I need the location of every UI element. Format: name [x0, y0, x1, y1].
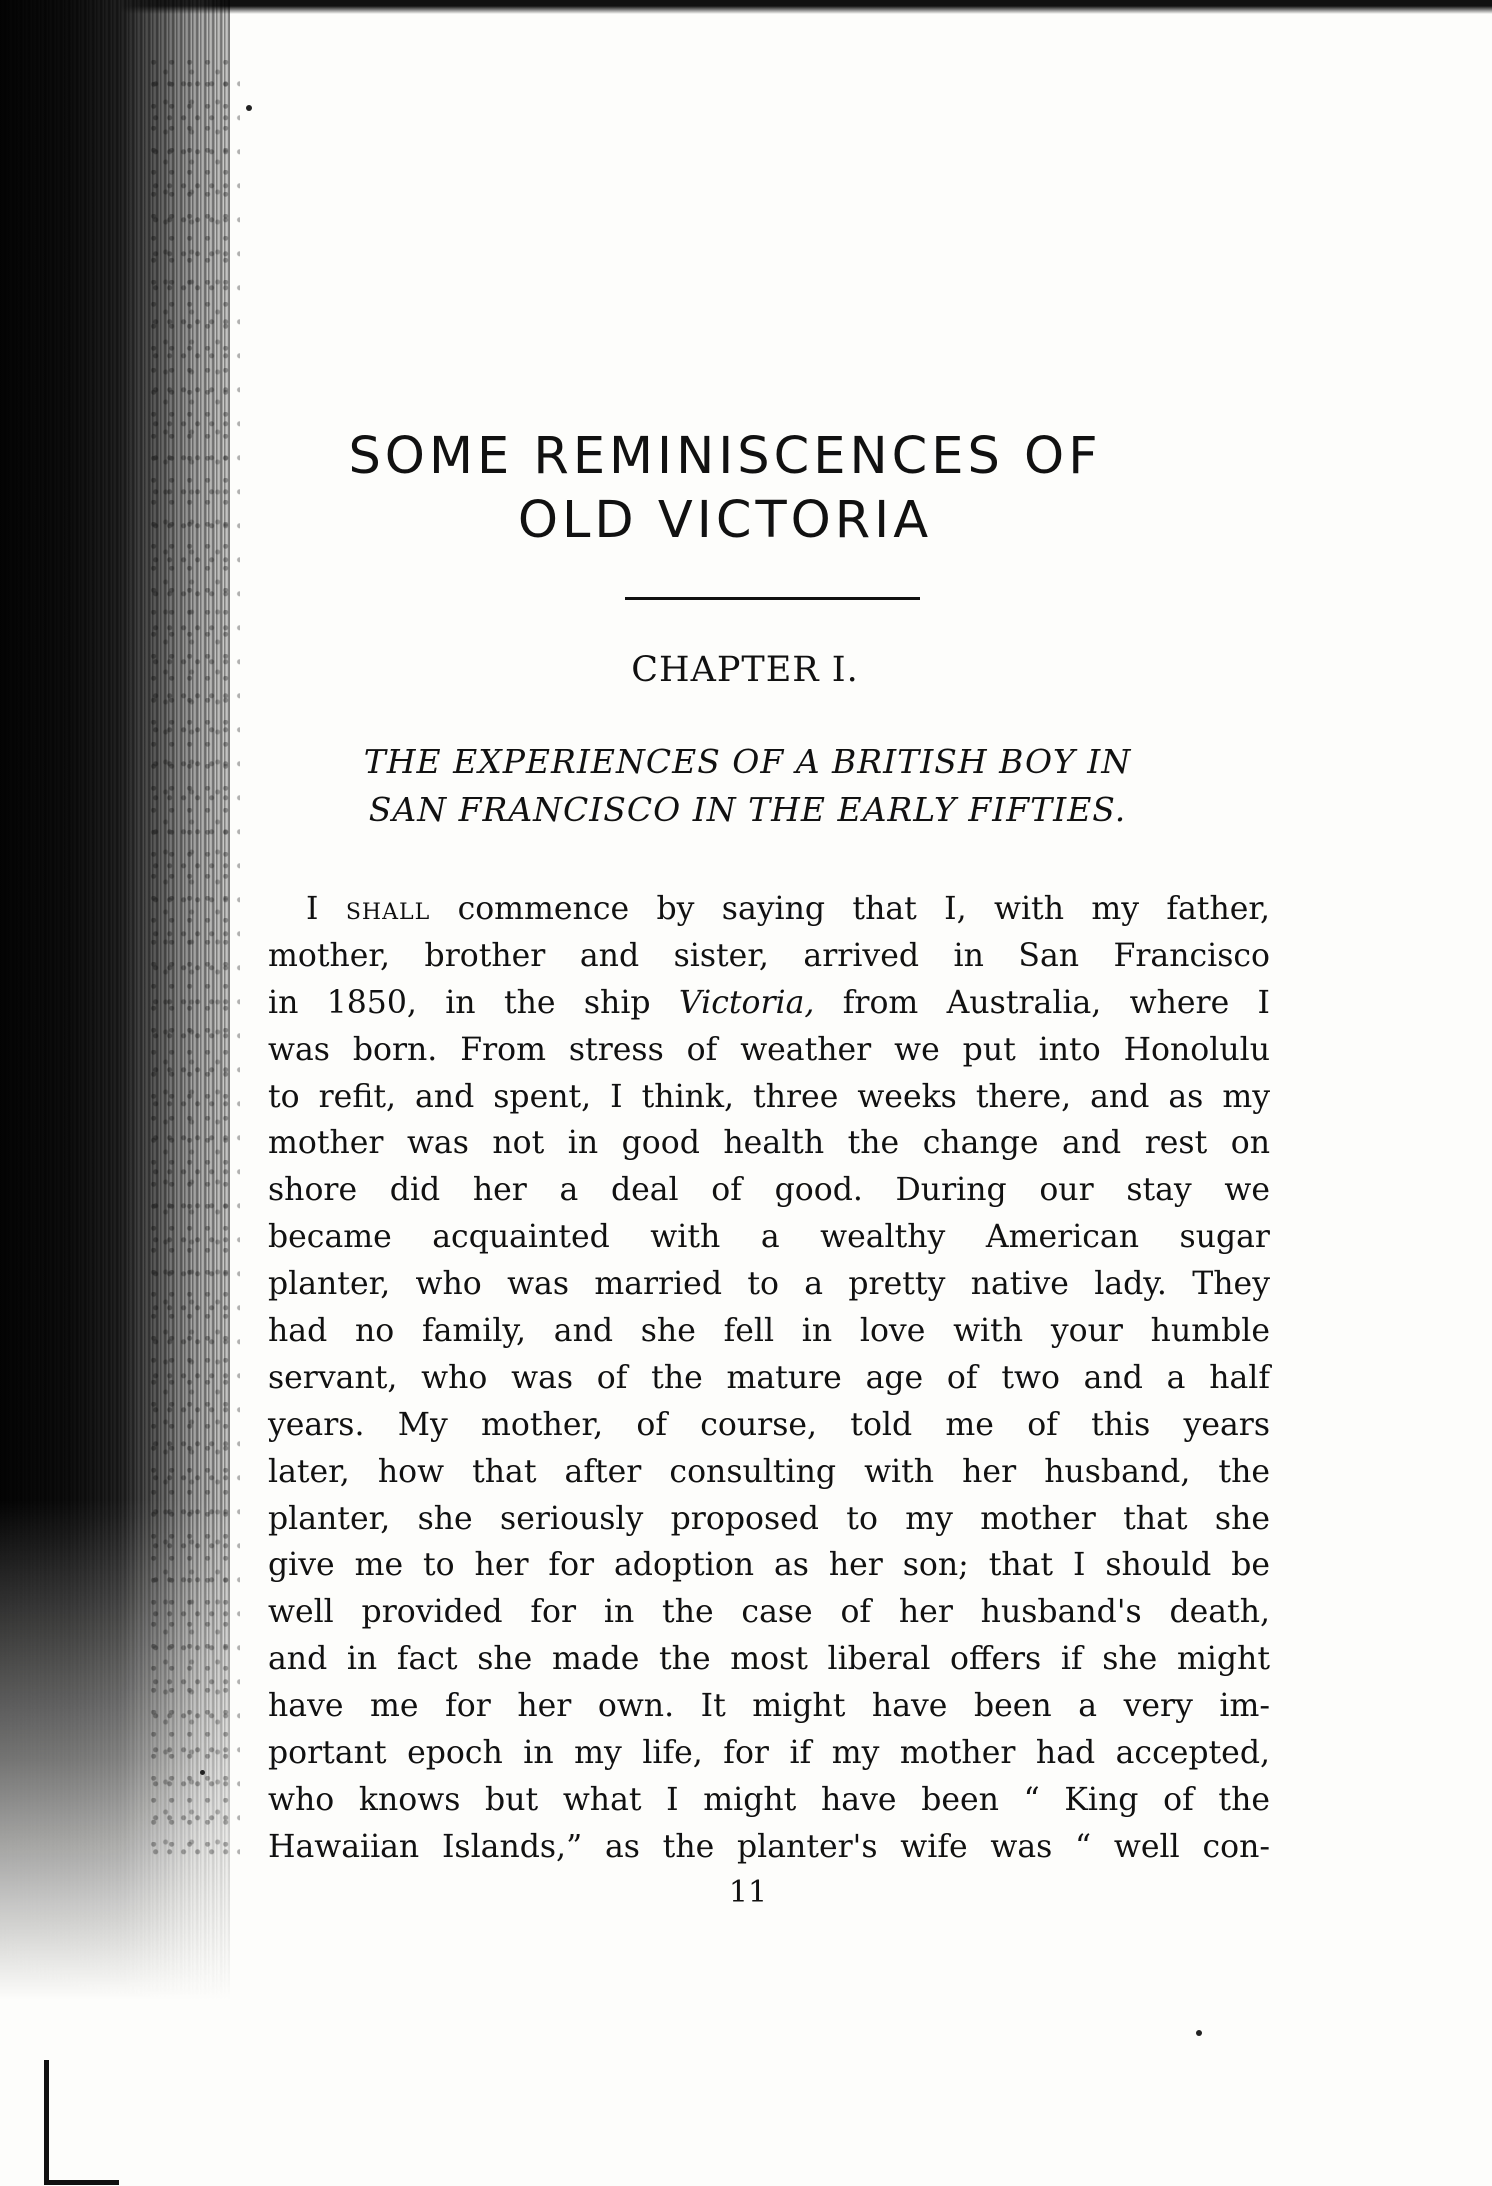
text-line: shore did her a deal of good. During our stay we [268, 1172, 1270, 1209]
text-line: was born. From stress of weather we put into Honolulu [268, 1031, 1270, 1068]
text-line: mother was not in good health the change and rest on [268, 1125, 1270, 1162]
first-word: I [306, 891, 319, 927]
chapter-subtitle-line-1: THE EXPERIENCES OF A BRITISH BOY IN [363, 742, 1132, 781]
text-line: to refit, and spent, I think, three weeks there, and as my [268, 1078, 1270, 1115]
chapter-heading: CHAPTER I. [631, 650, 859, 690]
page-number: 11 [728, 1875, 768, 1910]
chapter-subtitle-line-2: SAN FRANCISCO IN THE EARLY FIFTIES. [368, 790, 1127, 829]
book-title [250, 425, 1200, 553]
chapter-subtitle [250, 738, 1245, 834]
text-line: and in fact she made the most liberal offers if she might [268, 1641, 1270, 1678]
scan-speck [200, 1770, 205, 1775]
text-line: well provided for in the case of her husband's death, [268, 1594, 1270, 1631]
text-line [268, 886, 1270, 933]
text-line: who knows but what I might have been “ King of the [268, 1781, 1270, 1818]
text-line: portant epoch in my life, for if my mother had accepted, [268, 1735, 1270, 1772]
text-line: planter, who was married to a pretty native lady. They [268, 1266, 1270, 1303]
text-line: Hawaiian Islands,” as the planter's wife was “ well con- [268, 1828, 1270, 1865]
scan-speck [246, 105, 252, 111]
corner-crop-mark [44, 2060, 119, 2185]
text-line: had no family, and she fell in love with your humble [268, 1313, 1270, 1350]
text-line-rest: commence by saying that I, with my father, [430, 891, 1271, 927]
gutter-speckle [150, 60, 240, 1860]
text-segment: from Australia, where I [814, 984, 1270, 1021]
text-line [268, 980, 1270, 1027]
text-segment: in 1850, in the ship [268, 984, 679, 1021]
text-line: years. My mother, of course, told me of this years [268, 1406, 1270, 1443]
text-line: mother, brother and sister, arrived in San Francisco [268, 937, 1270, 974]
smallcaps-word: shall [345, 891, 431, 927]
text-line: became acquainted with a wealthy American sugar [268, 1219, 1270, 1256]
book-title-line-1: SOME REMINISCENCES OF [348, 427, 1102, 486]
title-rule-divider [625, 597, 920, 600]
text-line: give me to her for adoption as her son; that I should be [268, 1547, 1270, 1584]
text-line: have me for her own. It might have been a very im- [268, 1688, 1270, 1725]
text-line: planter, she seriously proposed to my mother that she [268, 1500, 1270, 1537]
body-paragraph [268, 886, 1270, 1871]
scan-speck [1196, 2030, 1202, 2036]
text-line: later, how that after consulting with her husband, the [268, 1453, 1270, 1490]
ship-name: Victoria, [678, 984, 815, 1021]
book-title-line-2: OLD VICTORIA [517, 491, 933, 550]
text-line: servant, who was of the mature age of two and a half [268, 1359, 1270, 1396]
